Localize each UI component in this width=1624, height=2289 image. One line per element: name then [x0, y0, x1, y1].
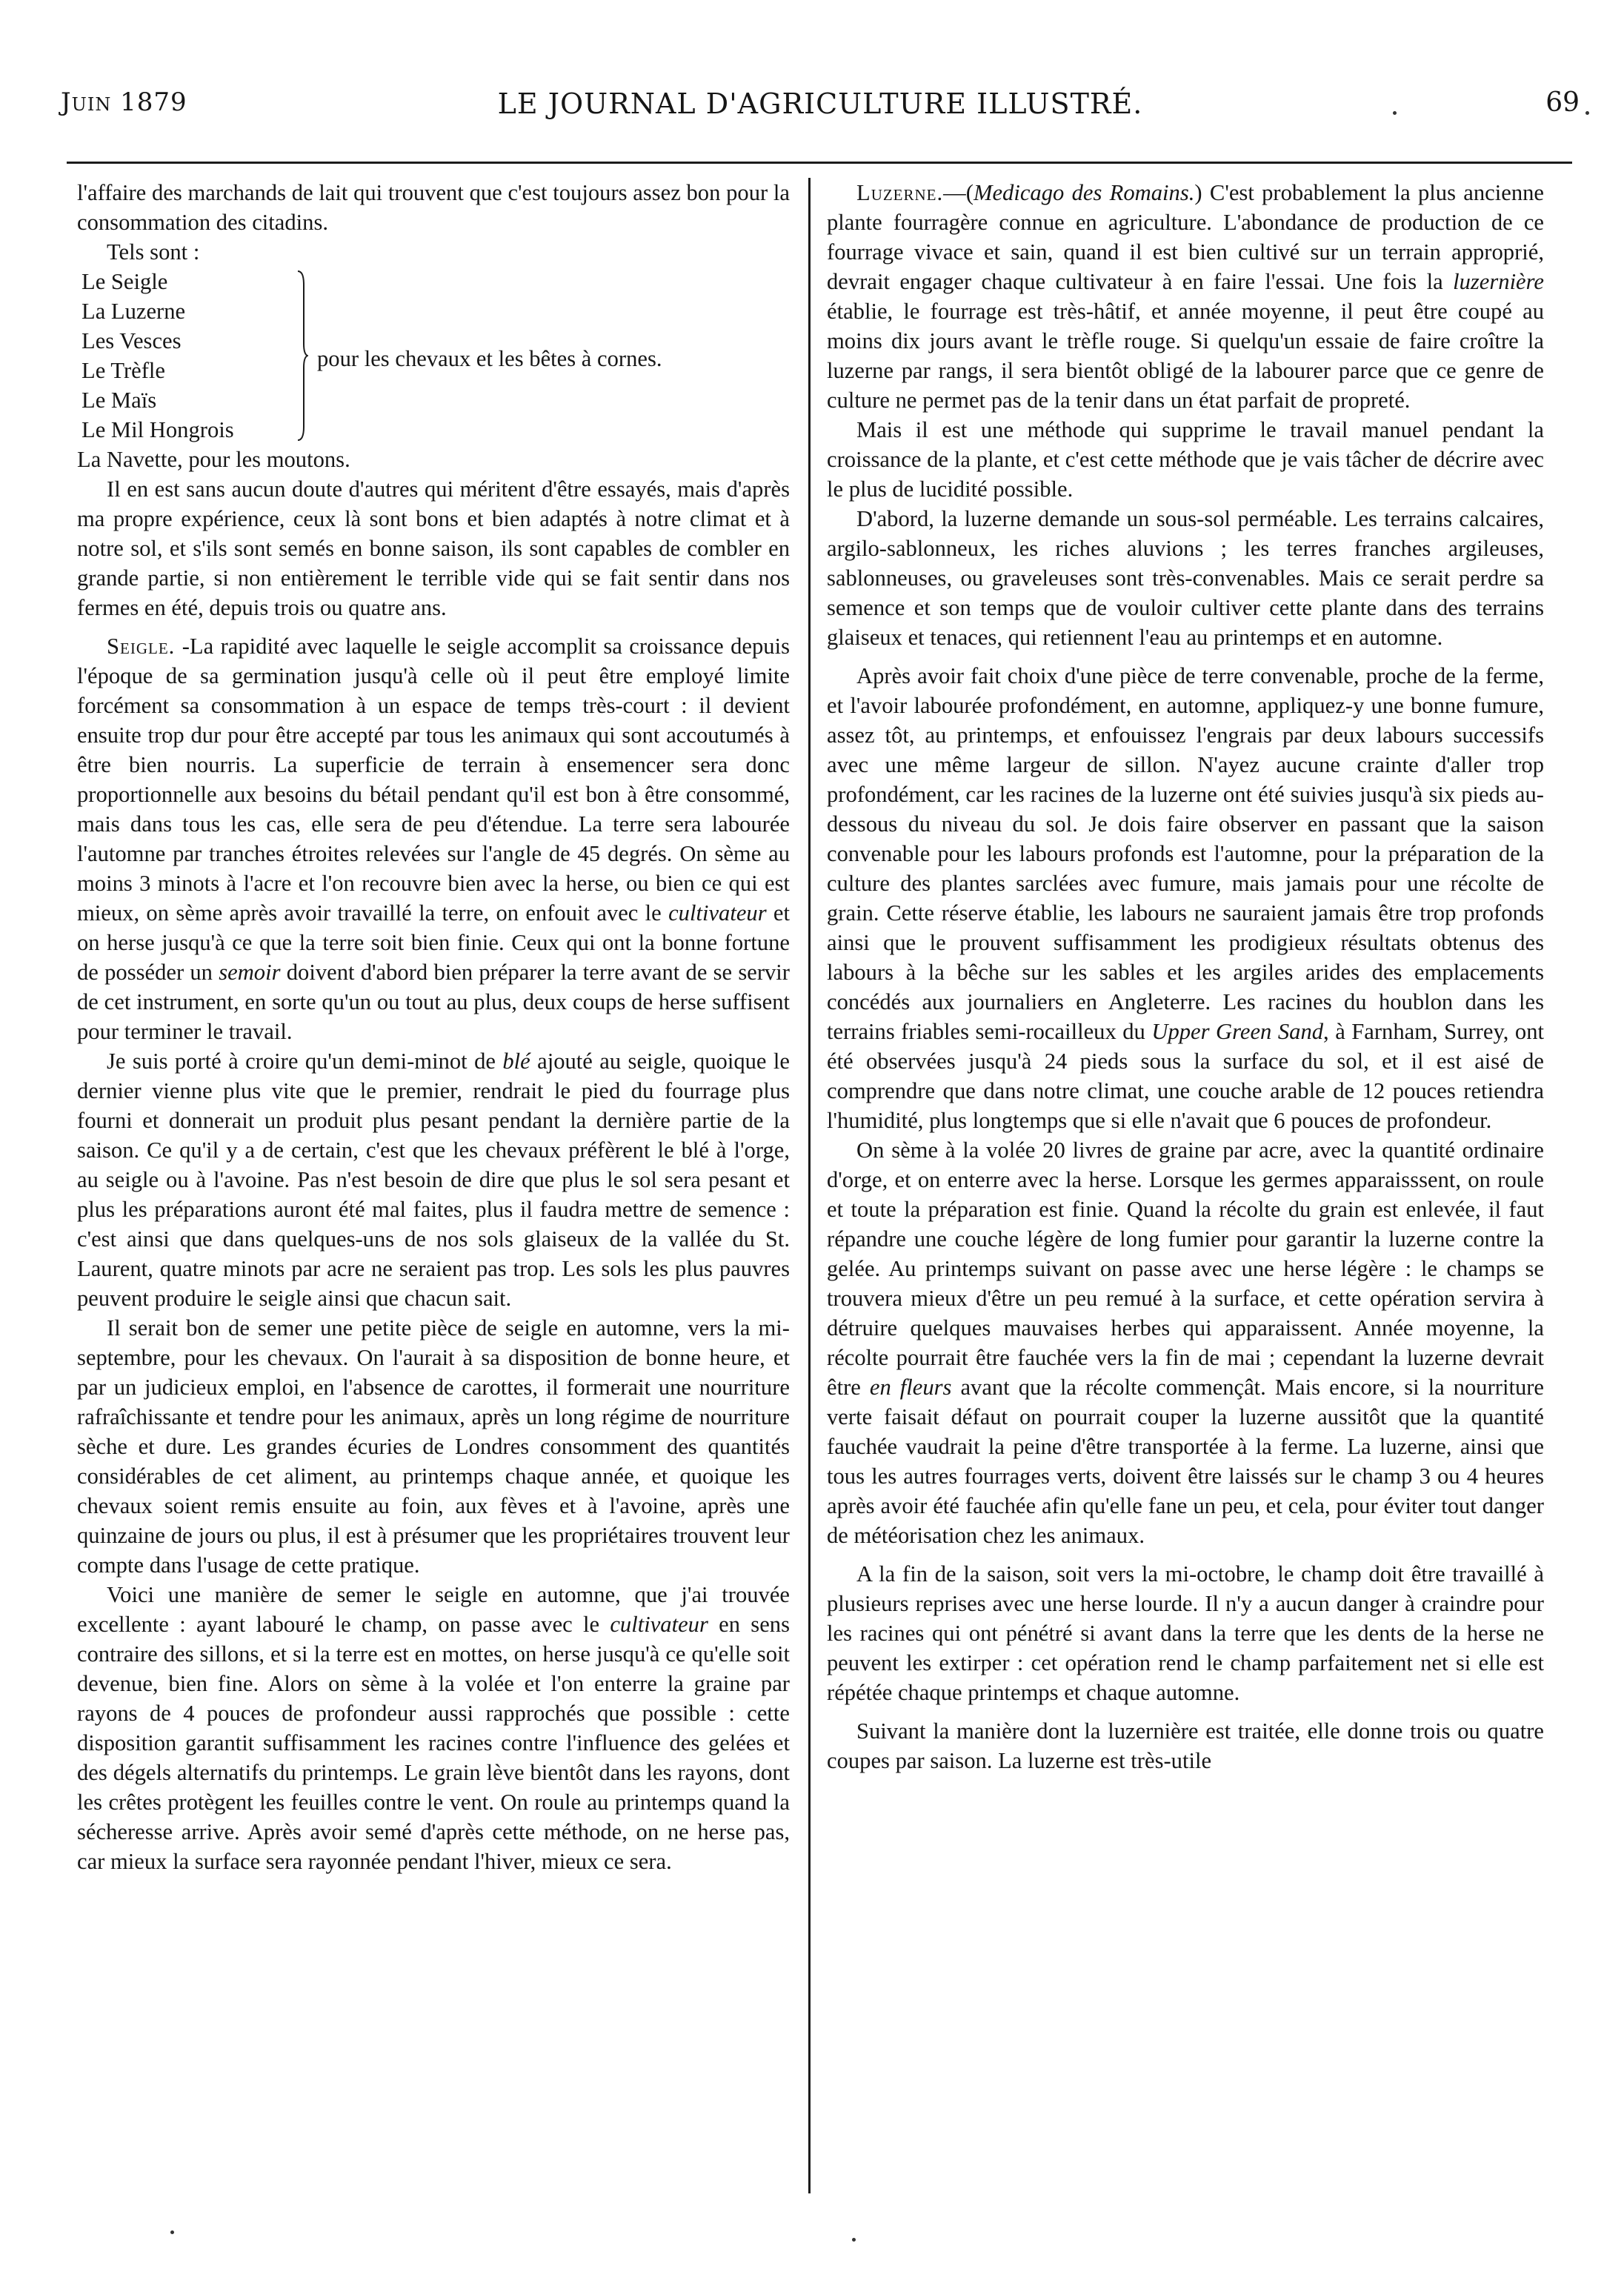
left-column — [77, 178, 790, 1876]
list-purpose: pour les chevaux et les bêtes à cornes. — [317, 346, 662, 371]
list-item: La Luzerne — [81, 299, 186, 324]
print-speck-decoration — [1393, 111, 1397, 115]
page-header — [61, 87, 1580, 139]
list-item: Le Trèfle — [81, 358, 166, 383]
paragraph: On sème à la volée 20 livres de graine par acre, avec la quantité ordinaire d'orge, et on enterre avec la herse. Lorsque les germes apparaisssent, on roule et toute la préparation est finie. Quand la récolte du grain est enlevée, il faut répandre une couche légère de long fumier pour garantir la luzerne contre la gelée. Au printemps suivant on passe avec une herse légère : le champs se trouvera mieux d'être un peu remué à la surface, et cette opération servira à détruire quelques mauvaises herbes qui apparaissent. Année moyenne, la récolte pourrait être fauchée vers la fin de mai ; cependant la luzerne devrait être en fleurs avant que la récolte commençât. Mais encore, si la nourriture verte faisait défaut on pourrait couper la luzerne aussitôt que la quantité fauchée vaudrait la peine d'être transportée à la ferme. La luzerne, ainsi que tous les autres fourrages verts, doivent être laissés sur le champ 3 ou 4 heures après avoir été fauchée afin qu'elle fane un peu, et cela, pour éviter tout danger de météorisation chez les animaux. — [827, 1137, 1545, 1548]
paragraph: l'affaire des marchands de lait qui trouvent que c'est toujours assez bon pour la consommation des citadins. — [77, 180, 790, 235]
paragraph: A la fin de la saison, soit vers la mi-octobre, le champ doit être travaillé à plusieurs reprises avec une herse lourde. Il n'y a aucun danger à craindre pour les racines qui ont pénétré si avant dans la terre que les dents de la herse ne peuvent les extirper : cet opération rend le champ parfaitement net si elle est répétée chaque printemps et chaque automne. — [827, 1561, 1544, 1705]
forage-list — [81, 267, 790, 445]
paragraph: Suivant la manière dont la luzernière est traitée, elle donne trois ou quatre coupes par saison. La luzerne est très-utile — [827, 1718, 1544, 1773]
paragraph: D'abord, la luzerne demande un sous-sol perméable. Les terrains calcaires, argilo-sablonneux, les riches aluvions ; les terres franches argileuses, sablonneuses, ou graveleuses sont très-convenables. Mais ce serait perdre sa semence et son temps que de vouloir cultiver cette plante dans des terrains glaiseux et tenaces, qui retiennent l'eau au printemps et en automne. — [827, 506, 1544, 650]
section-label-luzerne: Luzerne. — [856, 180, 944, 205]
list-item: Le Maïs — [81, 388, 157, 413]
brace-icon — [296, 270, 308, 442]
paragraph: Je suis porté à croire qu'un demi-minot de blé ajouté au seigle, quoique le dernier vienne plus vite que le premier, rendrait le pied du fourrage plus fourni et donnerait un produit plus pesant pendant la dernière partie de la saison. Ce qu'il y a de certain, c'est que les chevaux préfèrent le blé à l'orge, au seigle ou à l'avoine. Pas n'est besoin de dire que plus le sol sera pesant et plus les préparations auront été mal faites, plus il faudra mettre de semence : c'est ainsi que dans quelques-uns de nos sols glaiseux de la vallée du St. Laurent, quatre minots par acre ne seraient pas trop. Les sols les plus pauvres peuvent produire le seigle ainsi que chacun sait. — [77, 1049, 790, 1311]
paragraph-luzerne: Luzerne.—(Medicago des Romains.) C'est probablement la plus ancienne plante fourragère connue en agriculture. L'abondance de production de ce fourrage vivace et sain, quand il est bien cultivé sur un terrain approprié, devrait engager chaque cultivateur à en faire l'essai. Une fois la luzernière établie, le fourrage est très-hâtif, et année moyenne, il peut être coupé au moins dix jours avant le trèfle rouge. Si quelqu'un essaie de faire croître la luzerne par rangs, il sera bientôt obligé de la labourer parce que ce genre de culture ne permet pas de la tenir dans un état parfait de propreté. — [827, 180, 1545, 413]
column-divider — [808, 178, 811, 2193]
list-item: Le Mil Hongrois — [81, 417, 234, 442]
page-number: 69 — [1545, 87, 1580, 118]
right-column — [827, 178, 1544, 1775]
header-rule — [67, 162, 1572, 164]
paragraph-seigle: Seigle. -La rapidité avec laquelle le seigle accomplit sa croissance depuis l'époque de sa germination jusqu'à celle où il peut être employé limite forcément sa consommation à un espace de temps très-court : il devient ensuite trop dur pour être accepté par tous les animaux qui sont accoutumés à être bien nourris. La superficie de terrain à ensemencer sera donc proportionnelle aux besoins du bétail pendant qu'il est bon à être consommé, mais dans tous les cas, elle sera de peu d'étendue. La terre sera labourée l'automne par tranches étroites relevées sur l'angle de 45 degrés. On sème au moins 3 minots à l'acre et l'on recouvre bien avec la herse, ou bien ce qui est mieux, on sème après avoir travaillé la terre, on enfouit avec le cultivateur et on herse jusqu'à ce que la terre soit bien finie. Ceux qui ont la bonne fortune de posséder un semoir doivent d'abord bien préparer la terre avant de se servir de cet instrument, en sorte qu'un ou tout au plus, deux coups de herse suffisent pour terminer le travail. — [77, 634, 790, 1044]
section-label-seigle: Seigle. — [107, 634, 176, 659]
print-speck-decoration — [1585, 111, 1589, 115]
list-item: La Navette, pour les moutons. — [77, 447, 350, 472]
paragraph: Après avoir fait choix d'une pièce de terre convenable, proche de la ferme, et l'avoir labourée profondément, en automne, appliquez-y une bonne fumure, assez tôt, au printemps, et enfouissez l'engrais par deux labours successifs avec une même largeur de sillon. N'ayez aucune crainte d'aller trop profondément, car les racines de la luzerne ont été suivies jusqu'à six pieds au-dessous du niveau du sol. Je dois faire observer en passant que la saison convenable pour les labours profonds est l'automne, pour la préparation de la culture des plantes sarclées avec fumure, mais jamais pour une récolte de grain. Cette réserve établie, les labours ne sauraient jamais être trop profonds ainsi que le prouvent suffisamment les prodigieux résultats obtenus des labours à la bêche sur les sables et les argiles arides des emplacements concédés aux journaliers en Angleterre. Les racines du houblon dans les terrains friables semi-rocailleux du Upper Green Sand, à Farnham, Surrey, ont été observées jusqu'à 24 pieds sous la surface du sol, et il est aisé de comprendre que dans notre climat, une couche arable de 12 pouces retiendra l'humidité, plus longtemps que si elle n'avait que 6 pouces de profondeur. — [827, 663, 1544, 1133]
print-speck-decoration — [170, 2230, 174, 2234]
list-item: Les Vesces — [81, 328, 182, 353]
issue-date: Juin 1879 — [61, 87, 187, 117]
journal-title: LE JOURNAL D'AGRICULTURE ILLUSTRÉ. — [497, 87, 1143, 120]
list-intro: Tels sont : — [107, 239, 200, 265]
paragraph: Voici une manière de semer le seigle en automne, que j'ai trouvée excellente : ayant labouré le champ, on passe avec le cultivateur en sens contraire des sillons, et si la terre est en mottes, on herse jusqu'à ce qu'elle soit devenue, bien fine. Alors on sème à la volée et l'on enterre la graine par rayons de 4 pouces de profondeur aussi rapprochés que possible : cette disposition garantit suffisamment les racines contre l'influence des gelées et des dégels alternatifs du printemps. Le grain lève bientôt dans les rayons, dont les crêtes protègent les feuilles contre le vent. On roule au printemps quand la sécheresse arrive. Après avoir semé d'après cette méthode, on ne herse pas, car mieux la surface sera rayonnée pendant l'hiver, mieux ce sera. — [77, 1582, 790, 1874]
paragraph: Mais il est une méthode qui supprime le travail manuel pendant la croissance de la plante, et c'est cette méthode que je vais tâcher de décrire avec le plus de lucidité possible. — [827, 417, 1544, 502]
list-item: Le Seigle — [81, 269, 168, 294]
paragraph: Il serait bon de semer une petite pièce de seigle en automne, vers la mi-septembre, pour les chevaux. On l'aurait à sa disposition de bonne heure, et par un judicieux emploi, en l'absence de carottes, il formerait une nourriture rafraîchissante et tendre pour les animaux, après un long régime de nourriture sèche et dure. Les grandes écuries de Londres consomment des quantités considérables de cet aliment, au printemps chaque année, et quoique les chevaux soient remis ensuite au foin, aux fèves et à l'avoine, après une quinzaine de jours ou plus, il est à présumer que les propriétaires trouvent leur compte dans l'usage de cette pratique. — [77, 1315, 790, 1578]
paragraph: Il en est sans aucun doute d'autres qui méritent d'être essayés, mais d'après ma propre expérience, ceux là sont bons et bien adaptés à notre climat et à notre sol, et s'ils sont semés en bonne saison, ils sont capables de combler en grande partie, si non entièrement le terrible vide qui se fait sentir dans nos fermes en été, depuis trois ou quatre ans. — [77, 476, 790, 620]
print-speck-decoration — [852, 2238, 856, 2242]
